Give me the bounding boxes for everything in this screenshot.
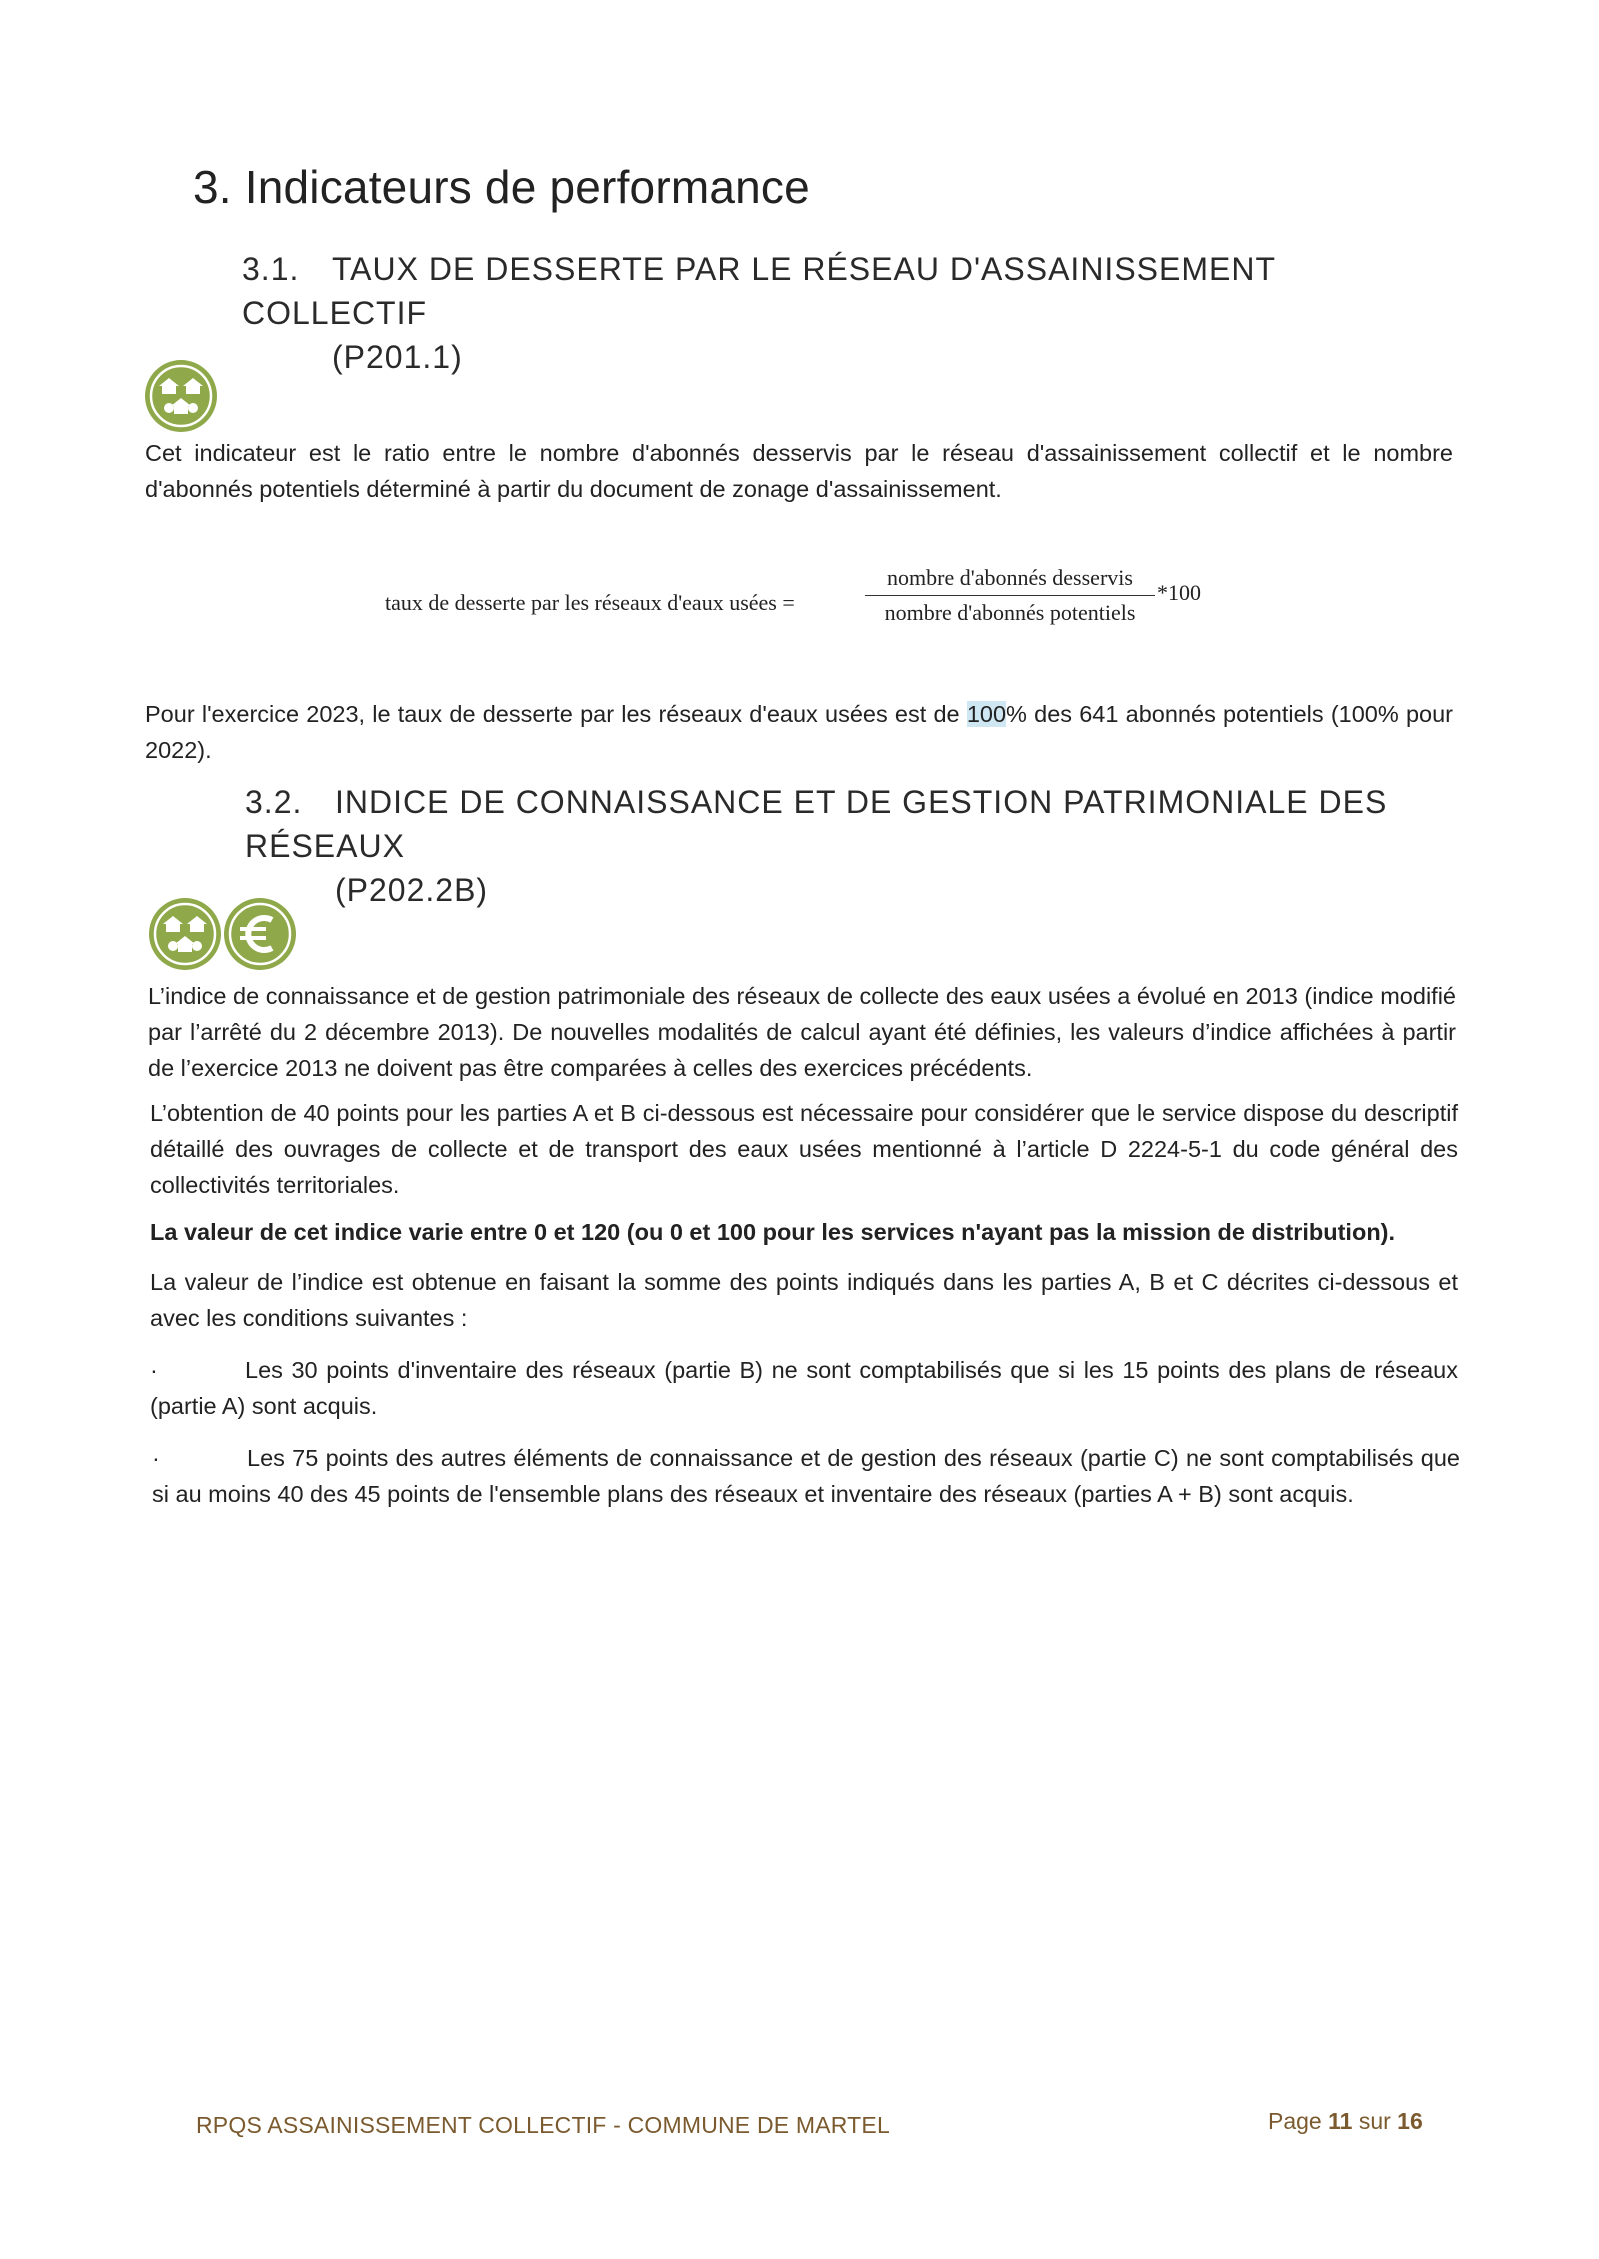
subsection-3-1-number: 3.1. — [242, 251, 300, 287]
list-item — [150, 1352, 1458, 1424]
section-title: 3. Indicateurs de performance — [193, 161, 810, 213]
indice-threshold-text: L’obtention de 40 points pour les parties A et B ci-dessous est nécessaire pour considérer que le service dispose du descriptif détaillé des ouvrages de collecte et de transport des eaux usées mentionné à l’article D 2224-5-1 du code général des collectivités territoriales. — [150, 1100, 1458, 1198]
formula-fraction — [865, 565, 1155, 626]
subsection-3-1-title: TAUX DE DESSERTE PAR LE RÉSEAU D'ASSAINISSEMENT COLLECTIF — [242, 251, 1276, 331]
result-value-highlight: 100 — [966, 701, 1007, 727]
bullet-text: Les 30 points d'inventaire des réseaux (partie B) ne sont comptabilisés que si les 15 points des plans de réseaux (partie A) sont acquis. — [150, 1357, 1458, 1419]
indice-history-text: L’indice de connaissance et de gestion patrimoniale des réseaux de collecte des eaux usées a évolué en 2013 (indice modifié par l’arrêté du 2 décembre 2013). De nouvelles modalités de calcul ayant été définies, les valeurs d’indice affichées à partir de l’exercice 2013 ne doivent pas être comparées à celles des exercices précédents. — [148, 983, 1456, 1081]
euro-icon — [222, 896, 298, 972]
bullet-marker: · — [150, 1357, 158, 1383]
page-mid: sur — [1352, 2108, 1398, 2134]
indice-calculation-text: La valeur de l’indice est obtenue en faisant la somme des points indiqués dans les parties A, B et C décrites ci-dessous et avec les conditions suivantes : — [150, 1269, 1458, 1331]
subsection-3-2-title: INDICE DE CONNAISSANCE ET DE GESTION PATRIMONIALE DES RÉSEAUX — [245, 784, 1388, 864]
subsection-3-2-heading — [245, 780, 1495, 912]
formula-multiplier: *100 — [1157, 580, 1201, 605]
result-text-after: % des 641 abonnés potentiels (100% pour 2022). — [145, 701, 1453, 763]
subsection-3-1-heading — [242, 247, 1442, 379]
list-item — [152, 1440, 1460, 1512]
page-total: 16 — [1397, 2108, 1423, 2134]
formula-lhs: taux de desserte par les réseaux d'eaux usées = — [385, 590, 795, 615]
bullet-marker: · — [152, 1445, 160, 1471]
eco-houses-icon — [147, 896, 223, 972]
subsection-3-2-number: 3.2. — [245, 784, 303, 820]
desserte-formula — [385, 565, 1245, 635]
bullet-text: Les 75 points des autres éléments de connaissance et de gestion des réseaux (partie C) ne sont comptabilisés que si au moins 40 des 45 points de l'ensemble plans des réseaux et inventaire des réseaux (parties A + B) sont acquis. — [152, 1445, 1460, 1507]
indice-range-text: La valeur de cet indice varie entre 0 et 120 (ou 0 et 100 pour les services n'ayant pas la mission de distribution). — [150, 1219, 1396, 1245]
eco-houses-icon — [143, 358, 219, 434]
desserte-result-text — [145, 696, 1453, 768]
formula-numerator: nombre d'abonnés desservis — [865, 565, 1155, 596]
formula-denominator: nombre d'abonnés potentiels — [884, 600, 1136, 625]
page-prefix: Page — [1268, 2108, 1329, 2134]
subsection-3-2-code: (P202.2B) — [335, 872, 489, 908]
page-current: 11 — [1328, 2108, 1353, 2134]
result-text-before: Pour l'exercice 2023, le taux de desserte par les réseaux d'eaux usées est de — [145, 701, 967, 727]
footer-document-title: RPQS ASSAINISSEMENT COLLECTIF - COMMUNE DE MARTEL — [196, 2112, 890, 2138]
footer-page-number — [1268, 2108, 1423, 2135]
subsection-3-1-code: (P201.1) — [332, 339, 463, 375]
indicator-definition-text: Cet indicateur est le ratio entre le nombre d'abonnés desservis par le réseau d'assainissement collectif et le nombre d'abonnés potentiels déterminé à partir du document de zonage d'assainissement. — [145, 440, 1453, 502]
